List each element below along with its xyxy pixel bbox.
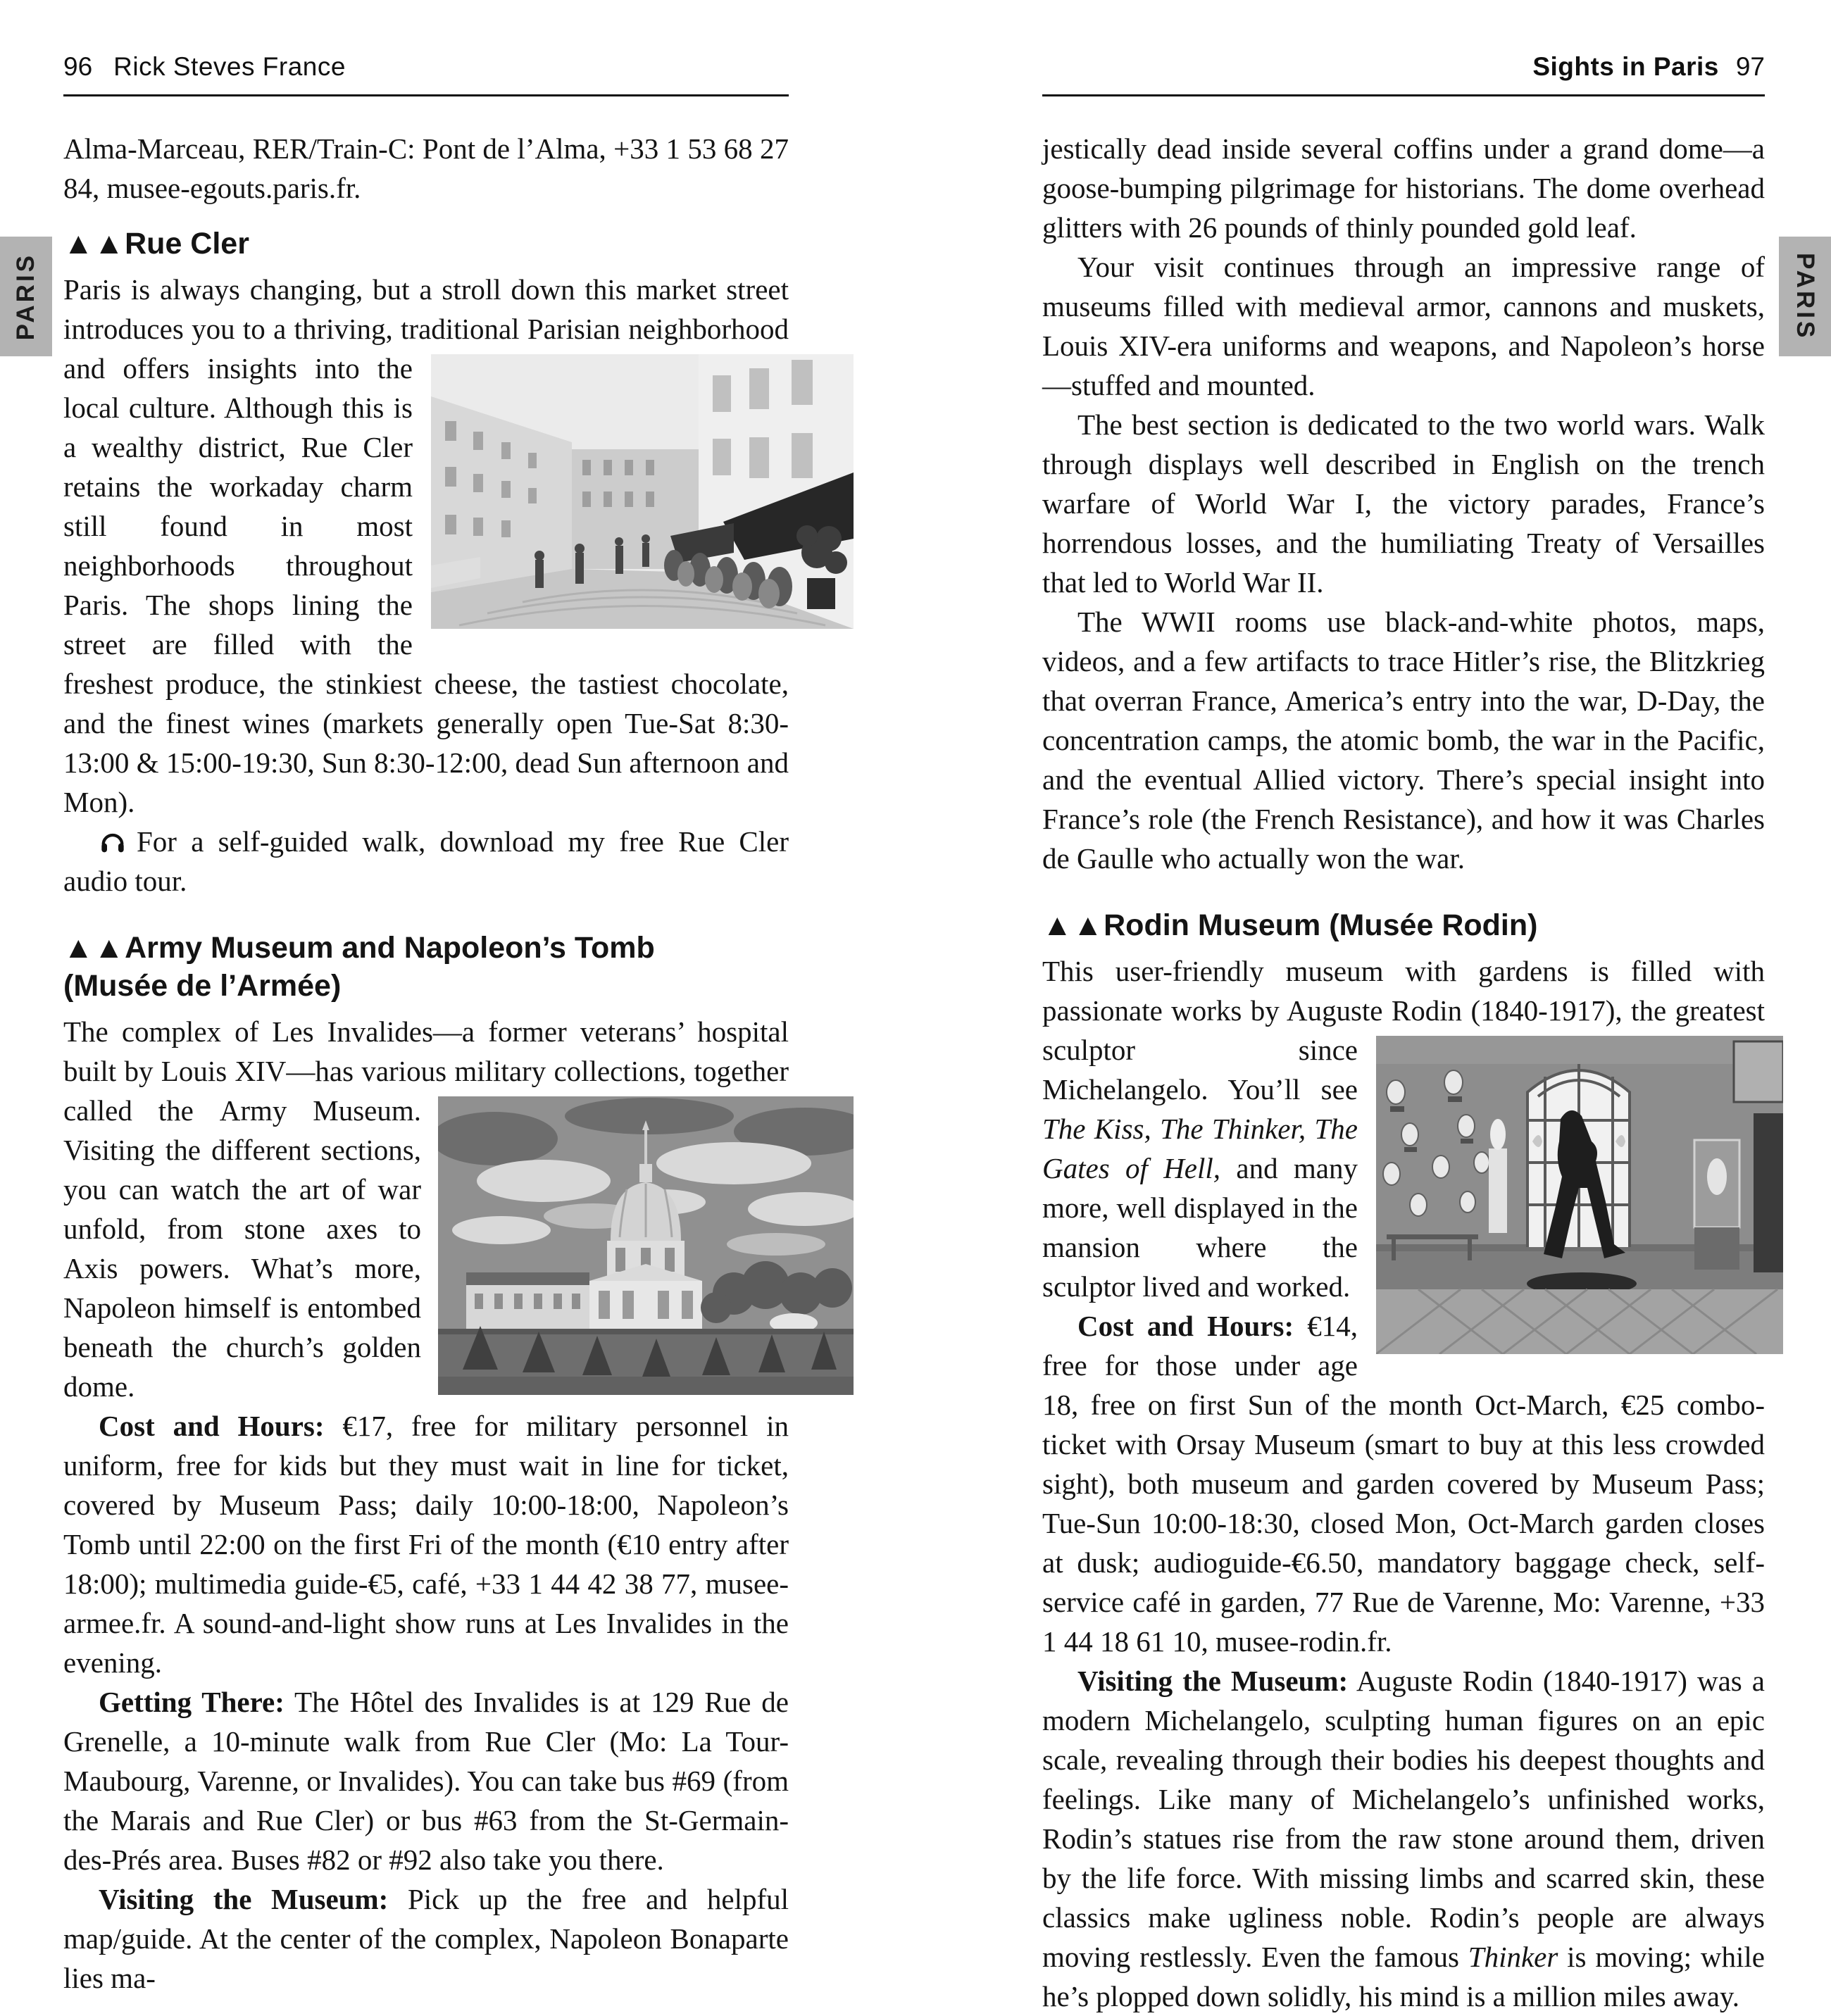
les-invalides-photo-art	[438, 1096, 854, 1395]
continuation-paragraph: jestically dead inside several coffins under a grand dome—a goose-bumping pilgrimage for historians. The dome overhead glitters with 26 pounds of thinly pounded gold leaf.	[1042, 132, 1765, 244]
headphones-icon	[99, 828, 127, 856]
book-title: Rick Steves France	[113, 52, 346, 81]
visiting-label: Visiting the Museum:	[1077, 1665, 1349, 1697]
heading-rue-cler	[63, 225, 789, 263]
page-number-right: 97	[1735, 52, 1765, 81]
paris-tab-left-label: PARIS	[12, 252, 39, 341]
rodin-paragraph	[1042, 951, 1765, 1306]
army-text-before: The complex of Les Invalides—a former veterans’ hospital built by Louis XIV—has various military collections, together called the	[63, 1015, 789, 1127]
getting-there-text: The Hôtel des Invalides is at 129 Rue de Grenelle, a 10-minute walk from Rue Cler (Mo: La Tour-Maubourg, Varenne, or Invalides). You can take bus #69 (from the Marais and Rue Cler) or bus #63 from the St-Germain-des-Prés area. Buses #82 or #92 also take you there.	[63, 1686, 789, 1876]
paris-tab-right	[1779, 237, 1831, 356]
rodin-artworks-italic: The Kiss, The Thinker, The Gates of Hell,	[1042, 1113, 1358, 1184]
cost-hours-label: Cost and Hours:	[99, 1410, 325, 1442]
heading-army-museum	[63, 929, 789, 1005]
rodin-cost-hours	[1042, 1306, 1765, 1661]
cost-hours-text: €17, free for military personnel in uniform, free for kids but they must wait in line for ticket, covered by Museum Pass; daily 10:00-18:00, Napoleon’s Tomb until 22:00 on the first Fri of the month (€10 entry after 18:00); multimedia guide-€5, café, +33 1 44 42 38 77, musee-armee.fr. A sound-and-light show runs at Les Invalides in the evening.	[63, 1410, 789, 1679]
rue-cler-text-before: Paris is always changing, but a stroll down this market street introduces you to a thriving, traditional Parisian neighborhood and	[63, 273, 789, 384]
rue-cler-paragraph	[63, 270, 789, 822]
audio-tour-note	[63, 822, 789, 901]
body-paragraph: The WWII rooms use black-and-white photos, maps, videos, and a few artifacts to trace Hitler’s rise, the Blitzkrieg that overran France, America’s entry into the war, D-Day, the concentration camps, the atomic bomb, the war in the Pacific, and the eventual Allied victory. There’s special insight into France’s role (the French Resistance), and how it was Charles de Gaulle who actually won the war.	[1042, 606, 1765, 875]
rodin-gallery-photo-art	[1376, 1036, 1783, 1354]
body-paragraph: Your visit continues through an impressive range of museums filled with medieval armor, cannons and muskets, Louis XIV-era uniforms and weapons, and Napoleon’s horse—stuffed and mounted.	[1042, 251, 1765, 401]
rue-cler-text-wrap: offers insights into the local culture. Although this is a wealthy district, Rue Cler retains the workaday charm still found in most neighborhoods throughout Paris. The shops lining the street are filled with the freshest produce, the stinkiest cheese, the tastiest chocolate, and the finest wines (markets generally open Tue-Sat 8:30-13:00 & 15:00-19:30, Sun 8:30-12:00, dead Sun afternoon and Mon).	[63, 352, 789, 818]
visiting-label: Visiting the Museum:	[99, 1883, 389, 1915]
header-rule-left	[63, 94, 789, 96]
army-visiting	[63, 1879, 789, 1998]
army-cost-hours	[63, 1406, 789, 1682]
heading-army-museum-line2: (Musée de l’Armée)	[63, 969, 342, 1003]
paris-tab-left	[0, 237, 52, 356]
rating-triangles-icon: ▲▲	[1042, 908, 1104, 942]
body-paragraph: The best section is dedicated to the two world wars. Walk through displays well described in English on the trench warfare of World War I, the victory parades, France’s horrendous losses, and the humiliating Treaty of Versailles that led to World War II.	[1042, 408, 1765, 599]
visiting-text-end: is moving; while he’s plopped down solidly, his mind is a million miles away.	[1042, 1941, 1765, 2012]
cost-hours-label: Cost and Hours:	[1077, 1310, 1294, 1342]
army-text-wrap: Army Museum. Visiting the different sections, you can watch the art of war unfold, from stone axes to Axis powers. What’s more, Napoleon himself is entombed beneath the church’s golden dome.	[63, 1094, 421, 1403]
audio-tour-text: For a self-guided walk, download my free Rue Cler audio tour.	[63, 825, 789, 897]
continuation-paragraph: Alma-Marceau, RER/Train-C: Pont de l’Alma, +33 1 53 68 27 84, musee-egouts.paris.fr.	[63, 132, 789, 204]
heading-rodin-museum-label: Rodin Museum (Musée Rodin)	[1104, 908, 1538, 942]
rodin-text-before: This user-friendly museum with gardens is filled with passionate works by Auguste Rodin (1840-1917), the greatest sculptor since	[1042, 955, 1765, 1066]
left-page-content	[63, 129, 789, 1998]
right-page-content	[1042, 129, 1765, 2016]
rodin-text-mid: Michelangelo. You’ll see	[1042, 1073, 1358, 1106]
page-97	[1042, 52, 1765, 2016]
chapter-title: Sights in Paris	[1532, 52, 1719, 81]
cost-hours-text: €14, free for those under age 18, free on first Sun of the month Oct-March, €25 combo-ticket with Orsay Museum (smart to buy at this less crowded sight), both museum and garden covered by Museum Pass; Tue-Sun 10:00-18:30, closed Mon, Oct-March garden closes at dusk; audioguide-€6.50, mandatory baggage check, self-service café in garden, 77 Rue de Varenne, Mo: Varenne, +33 1 44 18 61 10, musee-rodin.fr.	[1042, 1310, 1765, 1658]
header-rule-right	[1042, 94, 1765, 96]
rue-cler-street-photo	[431, 354, 854, 629]
rodin-gallery-photo	[1376, 1036, 1783, 1354]
getting-there-label: Getting There:	[99, 1686, 285, 1718]
visiting-text-start: Auguste Rodin (1840-1917) was a modern Michelangelo, sculpting human figures on an epic scale, revealing through their bodies his deepest thoughts and feelings. Like many of Michelangelo’s unfinished works, Rodin’s statues rise from the raw stone around them, driven by the life force. With missing limbs and scarred skin, these classics make ugliness noble. Rodin’s people are always moving restlessly. Even the famous	[1042, 1665, 1765, 1973]
les-invalides-photo	[438, 1096, 854, 1395]
rodin-text-end: and many more, well displayed in the mansion where the sculptor lived and worked.	[1042, 1152, 1358, 1303]
army-museum-paragraph	[63, 1012, 789, 1406]
rue-cler-street-photo-art	[431, 354, 854, 629]
visiting-text: Pick up the free and helpful map/guide. At the center of the complex, Napoleon Bonaparte lies ma-	[63, 1883, 789, 1994]
heading-rue-cler-label: Rue Cler	[125, 227, 249, 261]
heading-army-museum-line1: Army Museum and Napoleon’s Tomb	[125, 931, 655, 965]
rodin-visiting	[1042, 1661, 1765, 2016]
page-number-left: 96	[63, 52, 93, 81]
rating-triangles-icon: ▲▲	[63, 227, 125, 261]
thinker-italic: Thinker	[1468, 1941, 1558, 1973]
paris-tab-right-label: PARIS	[1792, 252, 1819, 341]
page-96	[63, 52, 789, 1998]
running-header-right	[1042, 52, 1765, 86]
army-getting-there	[63, 1682, 789, 1879]
running-header-left	[63, 52, 789, 86]
heading-rodin-museum	[1042, 906, 1765, 944]
rating-triangles-icon: ▲▲	[63, 931, 125, 965]
